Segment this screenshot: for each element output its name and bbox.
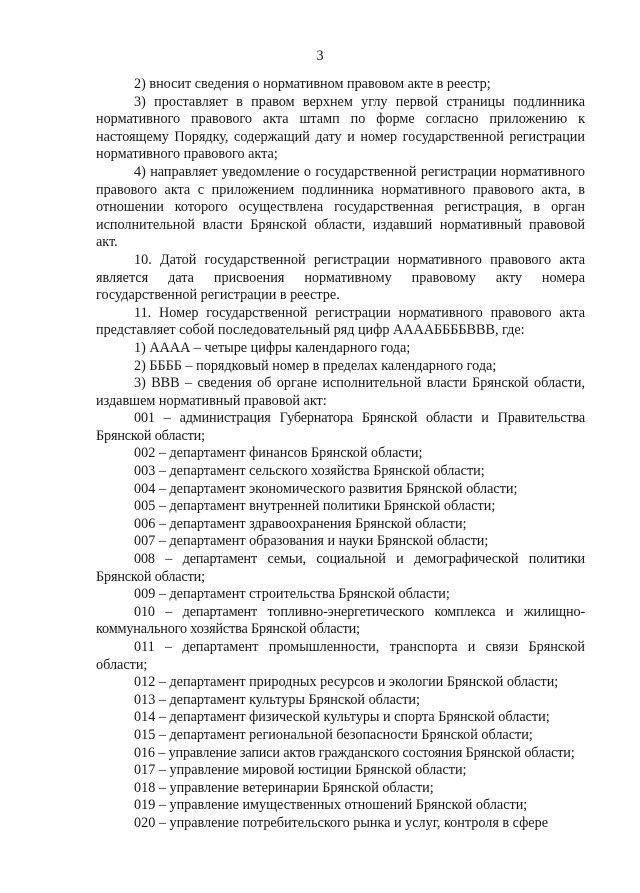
code-002: 002 – департамент финансов Брянской области; — [134, 445, 423, 462]
code-017: 017 – управление мировой юстиции Брянской области; — [134, 762, 467, 779]
document-body — [96, 76, 585, 833]
page-number: 3 — [316, 48, 324, 64]
code-013: 013 – департамент культуры Брянской области; — [134, 691, 420, 708]
paragraph-10-registration-date: 10. Датой государственной регистрации нормативного правового акта является дата присвоения нормативному правовому акту номера государственной регистрации в реестре. — [96, 251, 585, 304]
code-011: 011 – департамент промышленности, транспорта и связи Брянской области; — [96, 639, 585, 673]
code-010: 010 – департамент топливно-энергетического комплекса и жилищно-коммунального хозяйства Брянской области; — [96, 603, 585, 638]
code-009: 009 – департамент строительства Брянской области; — [134, 586, 450, 603]
paragraph-4-notification: 4) направляет уведомление о государственной регистрации нормативного правового акта с приложением подлинника нормативного правового акта, в отношении которого осуществлена государственная регистрация, в орган исполнительной власти Брянской области, издавший нормативный правовой акт. — [96, 163, 585, 251]
code-020: 020 – управление потребительского рынка и услуг, контроля в сфере — [134, 814, 548, 831]
code-007: 007 – департамент образования и науки Брянской области; — [134, 533, 489, 550]
code-004: 004 – департамент экономического развития Брянской области; — [134, 480, 518, 497]
code-012: 012 – департамент природных ресурсов и экологии Брянской области; — [134, 674, 559, 691]
code-019: 019 – управление имущественных отношений Брянской области; — [134, 797, 528, 814]
paragraph-2-registry: 2) вносит сведения о нормативном правовом акте в реестр; — [134, 76, 491, 92]
code-003: 003 – департамент сельского хозяйства Брянской области; — [134, 463, 485, 480]
code-014: 014 – департамент физической культуры и спорта Брянской области; — [134, 709, 550, 726]
code-006: 006 – департамент здравоохранения Брянской области; — [134, 515, 467, 532]
code-016: 016 – управление записи актов гражданского состояния Брянской области; — [134, 744, 575, 761]
list-item-bbbb: 2) ББББ – порядковый номер в пределах календарного года; — [134, 357, 497, 374]
code-001: 001 – администрация Губернатора Брянской области и Правительства Брянской области; — [96, 410, 585, 444]
list-item-vvv: 3) ВВВ – сведения об органе исполнительной власти Брянской области, издавшем нормативный правовой акт: — [96, 375, 585, 409]
code-015: 015 – департамент региональной безопасности Брянской области; — [134, 726, 533, 743]
code-008: 008 – департамент семьи, социальной и демографической политики Брянской области; — [96, 551, 585, 585]
list-item-aaaa: 1) АААА – четыре цифры календарного года; — [134, 339, 411, 356]
code-018: 018 – управление ветеринарии Брянской области; — [134, 779, 434, 796]
paragraph-11-registration-number: 11. Номер государственной регистрации нормативного правового акта представляет собой последовательный ряд цифр ААААББББВВВ, где: — [96, 304, 585, 339]
code-005: 005 – департамент внутренней политики Брянской области; — [134, 498, 496, 515]
paragraph-3-stamp: 3) проставляет в правом верхнем углу первой страницы подлинника нормативного правового акта штамп по форме согласно приложению к настоящему Порядку, содержащий дату и номер государственной регистрации нормативного правового акта; — [96, 93, 585, 163]
